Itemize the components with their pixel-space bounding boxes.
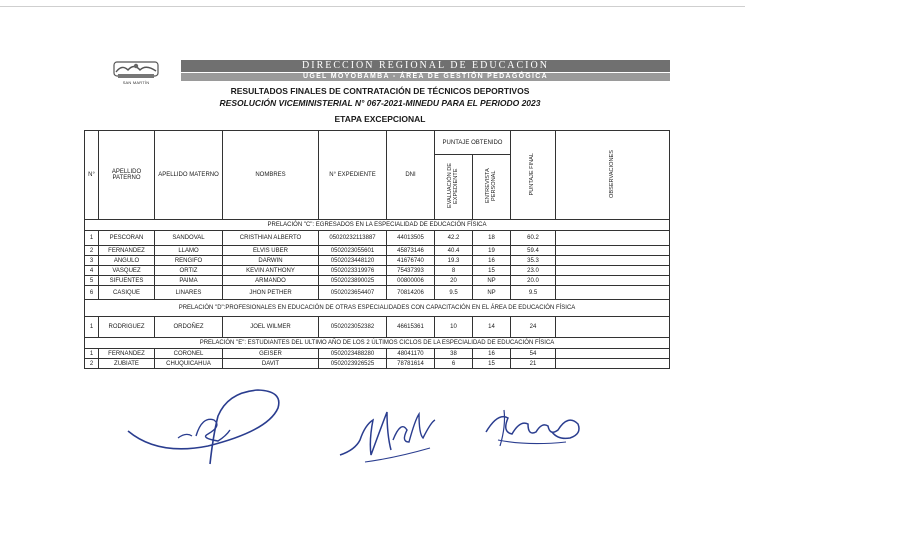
section-row [85, 300, 670, 317]
cell-interview: 14 [473, 317, 511, 338]
cell-paternal: ZUBIATE [99, 359, 155, 369]
header-observations: OBSERVACIONES [608, 150, 615, 198]
cell-eval: 42.2 [435, 231, 473, 246]
cell-interview: NP [473, 286, 511, 300]
cell-dni: 41676740 [387, 256, 435, 266]
cell-final: 35.3 [511, 256, 556, 266]
cell-dni: 45873146 [387, 246, 435, 256]
cell-paternal: FERNANDEZ [99, 246, 155, 256]
cell-names: DAVIT [223, 359, 319, 369]
cell-file: 0502023448120 [319, 256, 387, 266]
page-top-border [0, 6, 745, 7]
cell-dni: 46615361 [387, 317, 435, 338]
section-title: PRELACIÓN "C": EGRESADOS EN LA ESPECIALIDAD DE EDUCACIÓN FÍSICA [85, 220, 670, 231]
cell-eval: 6 [435, 359, 473, 369]
header-names: NOMBRES [223, 131, 319, 220]
table-row [85, 276, 670, 286]
cell-names: ELVIS UBER [223, 246, 319, 256]
signature-right-icon [478, 402, 588, 452]
cell-names: JOEL WILMER [223, 317, 319, 338]
cell-eval: 40.4 [435, 246, 473, 256]
table-row [85, 286, 670, 300]
cell-maternal: RENGIFO [155, 256, 223, 266]
table-row [85, 246, 670, 256]
cell-maternal: ORTIZ [155, 266, 223, 276]
results-table [84, 130, 670, 369]
section-title: PRELACIÓN "E": ESTUDIANTES DEL ULTIMO AÑO DE LOS 2 ÚLTIMOS CICLOS DE LA ESPECIALIDAD DE EDUCACIÓN FÍSICA [85, 338, 670, 349]
cell-num: 5 [85, 276, 99, 286]
header-num: N° [85, 131, 99, 220]
cell-final: 54 [511, 349, 556, 359]
cell-paternal: CASIQUE [99, 286, 155, 300]
cell-maternal: CORONEL [155, 349, 223, 359]
cell-num: 6 [85, 286, 99, 300]
cell-paternal: SIFUENTES [99, 276, 155, 286]
cell-maternal: LLAMO [155, 246, 223, 256]
cell-observations [556, 256, 670, 266]
cell-paternal: RODRIGUEZ [99, 317, 155, 338]
header-eval-cell [435, 155, 473, 220]
cell-num: 2 [85, 359, 99, 369]
table-row [85, 256, 670, 266]
banner-subtitle: UGEL MOYOBAMBA - ÁREA DE GESTIÓN PEDAGÓGICA [181, 73, 670, 81]
cell-file: 0502023926525 [319, 359, 387, 369]
cell-file: 0502023654407 [319, 286, 387, 300]
cell-dni: 48041170 [387, 349, 435, 359]
cell-file: 0502023890025 [319, 276, 387, 286]
header-paternal: APELLIDO PATERNO [99, 131, 155, 220]
header-eval: EVALUACIÓN DE EXPEDIENTE [446, 163, 459, 209]
table-row [85, 317, 670, 338]
resolution-title: RESOLUCIÓN VICEMINISTERIAL N° 067-2021-MINEDU PARA EL PERIODO 2023 [219, 98, 541, 108]
cell-observations [556, 286, 670, 300]
cell-dni: 00800006 [387, 276, 435, 286]
cell-interview: NP [473, 276, 511, 286]
cell-observations [556, 349, 670, 359]
cell-eval: 19.3 [435, 256, 473, 266]
cell-num: 3 [85, 256, 99, 266]
cell-dni: 44013505 [387, 231, 435, 246]
cell-final: 9.5 [511, 286, 556, 300]
cell-dni: 78781614 [387, 359, 435, 369]
cell-final: 20.0 [511, 276, 556, 286]
cell-names: KEVIN ANTHONY [223, 266, 319, 276]
header-score-group: PUNTAJE OBTENIDO [435, 131, 511, 155]
cell-num: 2 [85, 246, 99, 256]
cell-eval: 38 [435, 349, 473, 359]
cell-interview: 15 [473, 266, 511, 276]
cell-names: DARWIN [223, 256, 319, 266]
cell-observations [556, 246, 670, 256]
cell-dni: 75437393 [387, 266, 435, 276]
signature-left-icon [118, 386, 288, 466]
header-interview-cell [473, 155, 511, 220]
cell-observations [556, 276, 670, 286]
table-row [85, 359, 670, 369]
cell-paternal: FERNANDEZ [99, 349, 155, 359]
stage-title: ETAPA EXCEPCIONAL [334, 114, 426, 124]
cell-names: CRISTHIAN ALBERTO [223, 231, 319, 246]
cell-interview: 16 [473, 256, 511, 266]
cell-eval: 20 [435, 276, 473, 286]
cell-observations [556, 317, 670, 338]
cell-observations [556, 266, 670, 276]
cell-paternal: VASQUEZ [99, 266, 155, 276]
signature-middle-icon [335, 400, 445, 470]
cell-observations [556, 231, 670, 246]
cell-file: 0502023319976 [319, 266, 387, 276]
table-row [85, 349, 670, 359]
cell-num: 1 [85, 349, 99, 359]
section-row [85, 220, 670, 231]
cell-num: 1 [85, 231, 99, 246]
header-maternal: APELLIDO MATERNO [155, 131, 223, 220]
cell-file: 05020232113887 [319, 231, 387, 246]
cell-eval: 8 [435, 266, 473, 276]
cell-final: 24 [511, 317, 556, 338]
cell-dni: 70814206 [387, 286, 435, 300]
cell-final: 60.2 [511, 231, 556, 246]
cell-num: 1 [85, 317, 99, 338]
cell-eval: 9.5 [435, 286, 473, 300]
cell-names: JHON PETHER [223, 286, 319, 300]
header-dni: DNI [387, 131, 435, 220]
table-row [85, 266, 670, 276]
cell-paternal: PESCORAN [99, 231, 155, 246]
table-row [85, 231, 670, 246]
cell-interview: 15 [473, 359, 511, 369]
regional-logo-icon [108, 58, 164, 82]
cell-final: 21 [511, 359, 556, 369]
cell-maternal: PAIMA [155, 276, 223, 286]
cell-maternal: ORDOÑEZ [155, 317, 223, 338]
cell-file: 0502023055601 [319, 246, 387, 256]
cell-num: 4 [85, 266, 99, 276]
cell-final: 59.4 [511, 246, 556, 256]
cell-paternal: ANGULO [99, 256, 155, 266]
cell-names: GEISER [223, 349, 319, 359]
cell-names: ARMANDO [223, 276, 319, 286]
banner-title: DIRECCIÓN REGIONAL DE EDUCACIÓN [181, 60, 670, 72]
cell-interview: 16 [473, 349, 511, 359]
logo-caption: SAN MARTÍN [122, 80, 150, 85]
cell-maternal: CHUQUICAHUA [155, 359, 223, 369]
header-interview: ENTREVISTA PERSONAL [484, 168, 497, 204]
cell-interview: 18 [473, 231, 511, 246]
cell-final: 23.0 [511, 266, 556, 276]
header-file: N° EXPEDIENTE [319, 131, 387, 220]
cell-observations [556, 359, 670, 369]
header-final-cell [511, 131, 556, 220]
header-final: PUNTAJE FINAL [529, 152, 536, 196]
cell-interview: 19 [473, 246, 511, 256]
cell-maternal: LINARES [155, 286, 223, 300]
cell-maternal: SANDOVAL [155, 231, 223, 246]
section-row [85, 338, 670, 349]
header-observations-cell [556, 131, 670, 220]
cell-file: 0502023488280 [319, 349, 387, 359]
cell-file: 0502023052382 [319, 317, 387, 338]
document-title: RESULTADOS FINALES DE CONTRATACIÓN DE TÉCNICOS DEPORTIVOS [230, 86, 530, 96]
cell-eval: 10 [435, 317, 473, 338]
section-title: PRELACIÓN "D":PROFESIONALES EN EDUCACIÓN DE OTRAS ESPECIALIDADES CON CAPACITACIÓN EN EL ÁREA DE EDUCACIÓN FÍSICA [85, 300, 670, 317]
